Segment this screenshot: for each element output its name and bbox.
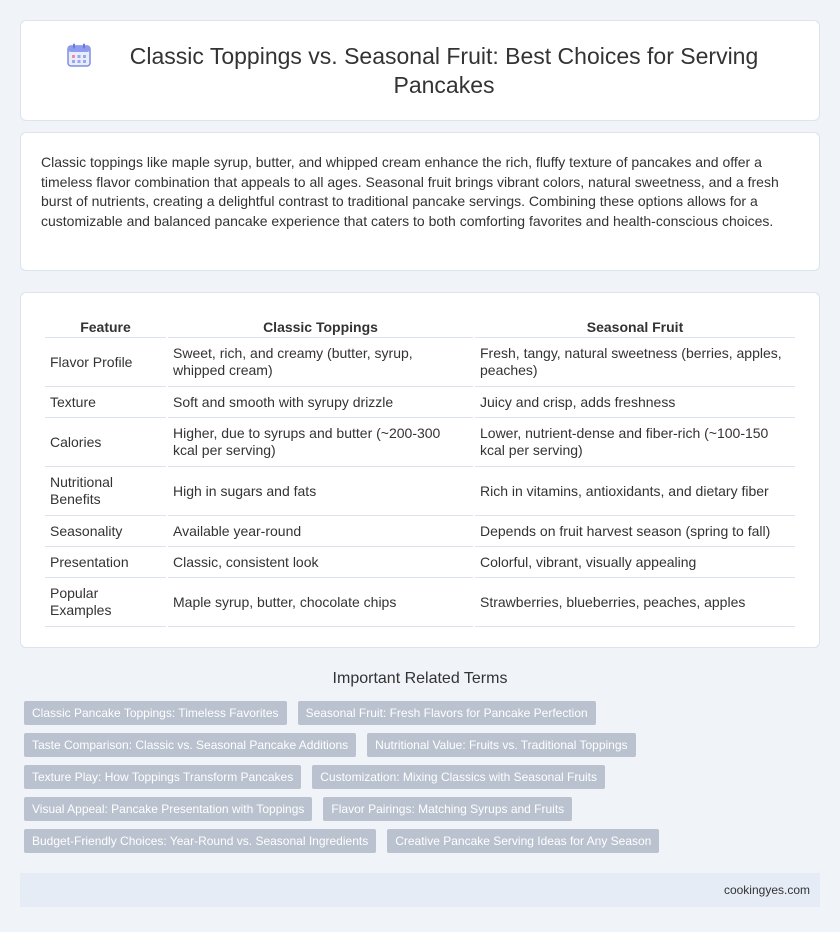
- footer: [20, 873, 820, 907]
- table-row: [45, 516, 795, 547]
- page-title: Classic Toppings vs. Seasonal Fruit: Best Choices for Serving Pancakes: [129, 42, 759, 98]
- table-cell-feature: Texture: [45, 387, 166, 418]
- table-cell-classic: Maple syrup, butter, chocolate chips: [168, 578, 473, 627]
- table-row: [45, 467, 795, 516]
- table-cell-seasonal: Colorful, vibrant, visually appealing: [475, 547, 795, 578]
- related-term-tag[interactable]: Creative Pancake Serving Ideas for Any Season: [387, 829, 659, 853]
- table-cell-feature: Calories: [45, 418, 166, 467]
- table-row: [45, 387, 795, 418]
- table-row: [45, 338, 795, 387]
- intro-card: [20, 132, 820, 271]
- table-cell-classic: High in sugars and fats: [168, 467, 473, 516]
- related-term-tag[interactable]: Texture Play: How Toppings Transform Pancakes: [24, 765, 301, 789]
- table-cell-seasonal: Depends on fruit harvest season (spring to fall): [475, 516, 795, 547]
- header: [66, 42, 774, 100]
- related-term-tag[interactable]: Flavor Pairings: Matching Syrups and Fruits: [323, 797, 572, 821]
- table-cell-classic: Higher, due to syrups and butter (~200-300 kcal per serving): [168, 418, 473, 467]
- related-term-tag[interactable]: Taste Comparison: Classic vs. Seasonal Pancake Additions: [24, 733, 356, 757]
- column-header-seasonal: Seasonal Fruit: [475, 313, 795, 338]
- related-term-tag[interactable]: Budget-Friendly Choices: Year-Round vs. Seasonal Ingredients: [24, 829, 376, 853]
- column-header-classic: Classic Toppings: [168, 313, 473, 338]
- related-term-tag[interactable]: Visual Appeal: Pancake Presentation with Toppings: [24, 797, 312, 821]
- intro-text: Classic toppings like maple syrup, butter, and whipped cream enhance the rich, fluffy texture of pancakes and offer a timeless flavor combination that appeals to all ages. Seasonal fruit brings vibrant colors, natural sweetness, and a fresh burst of nutrients, creating a delightful contrast to traditional pancake servings. Combining these options allows for a customizable and balanced pancake experience that caters to both comforting favorites and health-conscious choices.: [41, 154, 779, 229]
- table-cell-seasonal: Lower, nutrient-dense and fiber-rich (~100-150 kcal per serving): [475, 418, 795, 467]
- related-terms-tags: [20, 701, 820, 861]
- table-cell-feature: Seasonality: [45, 516, 166, 547]
- table-cell-seasonal: Juicy and crisp, adds freshness: [475, 387, 795, 418]
- comparison-table-card: [20, 292, 820, 648]
- table-cell-seasonal: Rich in vitamins, antioxidants, and dietary fiber: [475, 467, 795, 516]
- related-terms-heading: Important Related Terms: [332, 670, 508, 687]
- table-cell-seasonal: Fresh, tangy, natural sweetness (berries, apples, peaches): [475, 338, 795, 387]
- table-cell-feature: Nutritional Benefits: [45, 467, 166, 516]
- table-row: [45, 418, 795, 467]
- table-header-row: [45, 313, 795, 338]
- header-card: [20, 20, 820, 121]
- table-row: [45, 578, 795, 627]
- table-cell-classic: Sweet, rich, and creamy (butter, syrup, whipped cream): [168, 338, 473, 387]
- related-term-tag[interactable]: Customization: Mixing Classics with Seasonal Fruits: [312, 765, 605, 789]
- column-header-feature: Feature: [45, 313, 166, 338]
- related-term-tag[interactable]: Seasonal Fruit: Fresh Flavors for Pancake Perfection: [298, 701, 596, 725]
- table-cell-classic: Soft and smooth with syrupy drizzle: [168, 387, 473, 418]
- table-cell-classic: Available year-round: [168, 516, 473, 547]
- related-term-tag[interactable]: Nutritional Value: Fruits vs. Traditional Toppings: [367, 733, 635, 757]
- table-cell-seasonal: Strawberries, blueberries, peaches, apples: [475, 578, 795, 627]
- related-term-tag[interactable]: Classic Pancake Toppings: Timeless Favorites: [24, 701, 287, 725]
- comparison-table: [43, 313, 797, 627]
- table-row: [45, 547, 795, 578]
- calendar-icon: [66, 42, 92, 68]
- table-cell-feature: Popular Examples: [45, 578, 166, 627]
- table-cell-classic: Classic, consistent look: [168, 547, 473, 578]
- footer-site-name: cookingyes.com: [723, 883, 810, 897]
- table-cell-feature: Presentation: [45, 547, 166, 578]
- table-cell-feature: Flavor Profile: [45, 338, 166, 387]
